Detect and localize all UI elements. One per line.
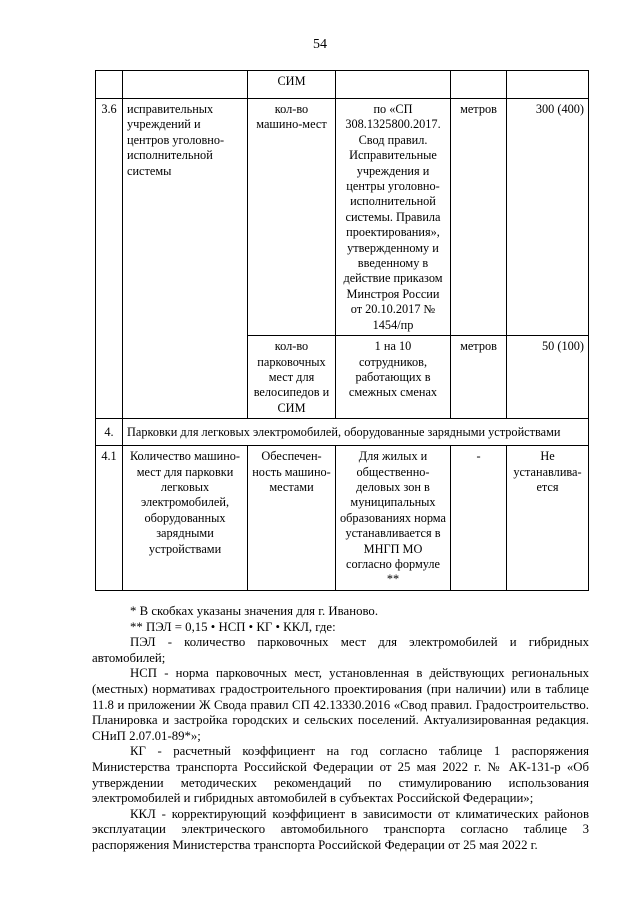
footnote-formula: ** ПЭЛ = 0,15 • НСП • КГ • ККЛ, где: xyxy=(130,619,336,634)
table-row xyxy=(96,446,589,591)
footnote-ivanovo: * В скобках указаны значения для г. Иваново. xyxy=(130,604,379,618)
cell-object-name: исправительных учреждений и центров уголовно-исполнительной системы xyxy=(123,99,248,419)
cell-indicator: СИМ xyxy=(248,71,336,99)
page-number: 54 xyxy=(313,37,327,52)
definition-pel: ПЭЛ - количество парковочных мест для электромобилей и гибридных автомобилей; xyxy=(92,635,589,665)
cell-indicator: кол-во машино-мест xyxy=(248,99,336,336)
cell-row-number: 4.1 xyxy=(96,446,123,591)
norms-table xyxy=(95,70,589,591)
cell-row-number: 4. xyxy=(96,419,123,446)
cell-distance: 300 (400) xyxy=(507,99,589,336)
cell-indicator: Обеспечен-ность машино-местами xyxy=(248,446,336,591)
cell-unit: метров xyxy=(451,99,507,336)
cell-value: 1 на 10 сотрудников, работающих в смежных сменах xyxy=(336,336,451,419)
definition-kg: КГ - расчетный коэффициент на год согласно таблице 1 распоряжения Министерства транспорта Российской Федерации от 25 мая 2022 г. № АК-131-р «Об утверждении методических рекомендаций по стимулированию использования электромобилей и гибридных автомобилей в субъектах Российской Федерации»; xyxy=(92,744,589,806)
table-row xyxy=(96,71,589,99)
cell-value: Для жилых и общественно-деловых зон в муниципальных образованиях норма устанавливается в МНГП МО согласно формуле ** xyxy=(336,446,451,591)
table-row xyxy=(96,419,589,446)
cell-distance: 50 (100) xyxy=(507,336,589,419)
cell-object-name: Количество машино-мест для парковки легковых электромобилей, оборудованных зарядными устройствами xyxy=(123,446,248,591)
definition-kkl: ККЛ - корректирующий коэффициент в зависимости от климатических районов эксплуатации электрического автомобильного транспорта согласно таблице 3 распоряжения Министерства транспорта Российской Федерации от 25 мая 2022 г. xyxy=(92,806,589,852)
cell-distance: Не устанавлива-ется xyxy=(507,446,589,591)
cell-row-number: 3.6 xyxy=(96,99,123,419)
cell-section-title: Парковки для легковых электромобилей, оборудованные зарядными устройствами xyxy=(123,419,589,446)
cell-unit: - xyxy=(451,446,507,591)
cell-indicator: кол-во парковочных мест для велосипедов и СИМ xyxy=(248,336,336,419)
cell-unit: метров xyxy=(451,336,507,419)
footnotes xyxy=(92,604,589,854)
definition-nsp: НСП - норма парковочных мест, установленная в действующих региональных (местных) нормативах градостроительного проектирования (при наличии) или в таблице 11.8 и приложении Ж Свода правил СП 42.13330.2016 «Свод правил. Градостроительство. Планировка и застройка городских и сельских поселений. Актуализированная редакция. СНиП 2.07.01-89*»; xyxy=(92,666,589,743)
table-row xyxy=(96,99,589,336)
cell-value: по «СП 308.1325800.2017. Свод правил. Исправительные учреждения и центры уголовно-исполнительной системы. Правила проектирования», утвержденному и введенному в действие приказом Минстроя России от 20.10.2017 № 1454/пр xyxy=(336,99,451,336)
